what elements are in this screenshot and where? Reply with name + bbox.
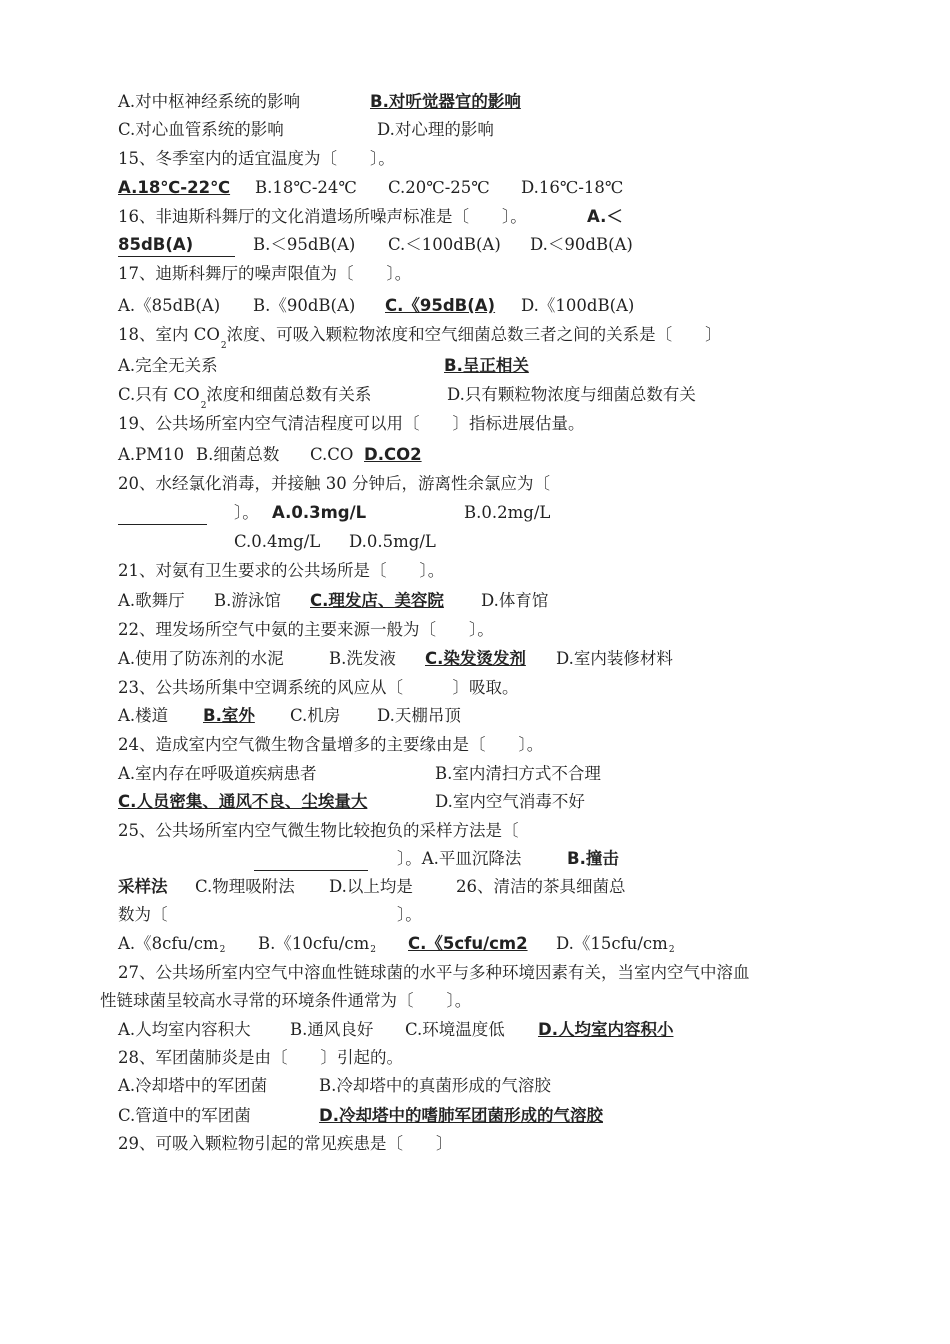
question-23: 23、公共场所集中空调系统的风应从〔 〕吸取。 xyxy=(118,678,519,697)
answer-25b-part1: B.撞击 xyxy=(567,849,619,868)
option-16c: C.＜100dB(A) xyxy=(388,235,501,254)
answer-17c: C.《95dB(A) xyxy=(385,296,496,315)
option-22a: A.使用了防冻剂的水泥 xyxy=(118,649,284,668)
option-16b: B.＜95dB(A) xyxy=(253,235,356,254)
option-14d: D.对心理的影响 xyxy=(377,120,494,139)
option-15c: C.20℃-25℃ xyxy=(388,178,490,197)
question-29: 29、可吸入颗粒物引起的常见疾患是〔 〕 xyxy=(118,1134,453,1153)
option-28b: B.冷却塔中的真菌形成的气溶胶 xyxy=(319,1076,551,1095)
option-24b: B.室内清扫方式不合理 xyxy=(435,764,601,783)
option-25d: D.以上均是 xyxy=(329,877,413,896)
option-25c: C.物理吸附法 xyxy=(195,877,295,896)
answer-underline xyxy=(118,256,235,257)
option-15d: D.16℃-18℃ xyxy=(521,178,624,197)
question-27-line1: 27、公共场所室内空气中溶血性链球菌的水平与多种环境因素有关，当室内空气中溶血 xyxy=(118,963,750,982)
option-26d: D.《15cfu/cm2 xyxy=(556,934,675,955)
option-23d: D.天棚吊顶 xyxy=(377,706,461,725)
question-27-line2: 性链球菌呈较高水寻常的环境条件通常为〔 〕。 xyxy=(100,991,472,1010)
question-19: 19、公共场所室内空气清洁程度可以用〔 〕指标进展估量。 xyxy=(118,414,585,433)
question-25: 25、公共场所室内空气微生物比较抱负的采样方法是〔 xyxy=(118,821,519,840)
question-17: 17、迪斯科舞厅的噪声限值为〔 〕。 xyxy=(118,264,412,283)
question-21: 21、对氨有卫生要求的公共场所是〔 〕。 xyxy=(118,561,445,580)
option-23c: C.机房 xyxy=(290,706,341,725)
fill-blank-20 xyxy=(118,524,207,525)
question-25-end: 〕。A.平皿沉降法 xyxy=(397,849,522,868)
answer-16a: 85dB(A) xyxy=(118,235,194,254)
option-17d: D.《100dB(A) xyxy=(521,296,635,315)
option-19b: B.细菌总数 xyxy=(196,445,280,464)
question-24: 24、造成室内空气微生物含量增多的主要缘由是〔 〕。 xyxy=(118,735,544,754)
option-18a: A.完全无关系 xyxy=(118,356,218,375)
option-22d: D.室内装修材料 xyxy=(556,649,673,668)
question-26: 26、清洁的茶具细菌总 xyxy=(456,877,626,896)
option-19a: A.PM10 xyxy=(118,445,185,464)
option-20b: B.0.2mg/L xyxy=(464,503,551,522)
answer-27d: D.人均室内容积小 xyxy=(538,1020,674,1039)
option-26a: A.《8cfu/cm2 xyxy=(118,934,226,955)
option-21d: D.体育馆 xyxy=(481,591,549,610)
option-23a: A.楼道 xyxy=(118,706,169,725)
option-24d: D.室内空气消毒不好 xyxy=(435,792,585,811)
question-28: 28、军团菌肺炎是由〔 〕引起的。 xyxy=(118,1048,403,1067)
answer-21c: C.理发店、美容院 xyxy=(310,591,444,610)
option-24a: A.室内存在呼吸道疾病患者 xyxy=(118,764,317,783)
option-16d: D.＜90dB(A) xyxy=(530,235,633,254)
answer-19d: D.CO2 xyxy=(364,445,422,464)
question-26-cont: 数为〔 xyxy=(118,905,168,924)
option-15b: B.18℃-24℃ xyxy=(255,178,357,197)
question-20-end: 〕。 xyxy=(234,503,259,522)
option-20c: C.0.4mg/L xyxy=(234,532,321,551)
answer-26c: C.《5cfu/cm2 xyxy=(408,934,528,953)
option-17b: B.《90dB(A) xyxy=(253,296,356,315)
option-19c: C.CO xyxy=(310,445,354,464)
option-18d: D.只有颗粒物浓度与细菌总数有关 xyxy=(447,385,696,404)
question-15: 15、冬季室内的适宜温度为〔 〕。 xyxy=(118,149,395,168)
option-21b: B.游泳馆 xyxy=(214,591,281,610)
option-21a: A.歌舞厅 xyxy=(118,591,185,610)
answer-18b: B.呈正相关 xyxy=(444,356,529,375)
answer-15a: A.18℃-22℃ xyxy=(118,178,231,197)
option-27a: A.人均室内容积大 xyxy=(118,1020,251,1039)
option-20d: D.0.5mg/L xyxy=(349,532,436,551)
question-16: 16、非迪斯科舞厅的文化消遣场所噪声标准是〔 〕。 xyxy=(118,207,527,226)
option-14c: C.对心血管系统的影响 xyxy=(118,120,284,139)
option-27b: B.通风良好 xyxy=(290,1020,374,1039)
option-28a: A.冷却塔中的军团菌 xyxy=(118,1076,268,1095)
answer-23b: B.室外 xyxy=(203,706,255,725)
option-14a: A.对中枢神经系统的影响 xyxy=(118,92,301,111)
question-22: 22、理发场所空气中氨的主要来源一般为〔 〕。 xyxy=(118,620,494,639)
question-20: 20、水经氯化消毒，并接触 30 分钟后，游离性余氯应为〔 xyxy=(118,474,550,493)
answer-20a: A.0.3mg/L xyxy=(272,503,367,522)
answer-14b: B.对听觉器官的影响 xyxy=(370,92,521,111)
option-28c: C.管道中的军团菌 xyxy=(118,1106,251,1125)
answer-28d: D.冷却塔中的嗜肺军团菌形成的气溶胶 xyxy=(319,1106,603,1125)
answer-25b-part2: 采样法 xyxy=(118,877,168,896)
answer-16a-prefix: A.＜ xyxy=(587,207,623,226)
answer-24c: C.人员密集、通风不良、尘埃量大 xyxy=(118,792,368,811)
option-27c: C.环境温度低 xyxy=(405,1020,505,1039)
option-22b: B.洗发液 xyxy=(329,649,396,668)
answer-22c: C.染发烫发剂 xyxy=(425,649,526,668)
fill-blank-25 xyxy=(254,870,368,871)
option-18c: C.只有 $CO_2$浓度和细菌总数有关系 xyxy=(118,385,372,411)
option-17a: A.《85dB(A) xyxy=(118,296,221,315)
option-26b: B.《10cfu/cm2 xyxy=(258,934,377,955)
question-26-end: 〕。 xyxy=(397,905,422,924)
question-18: 18、室内 $CO_2$浓度、可吸入颗粒物浓度和空气细菌总数三者之间的关系是〔 〕 xyxy=(118,325,722,351)
